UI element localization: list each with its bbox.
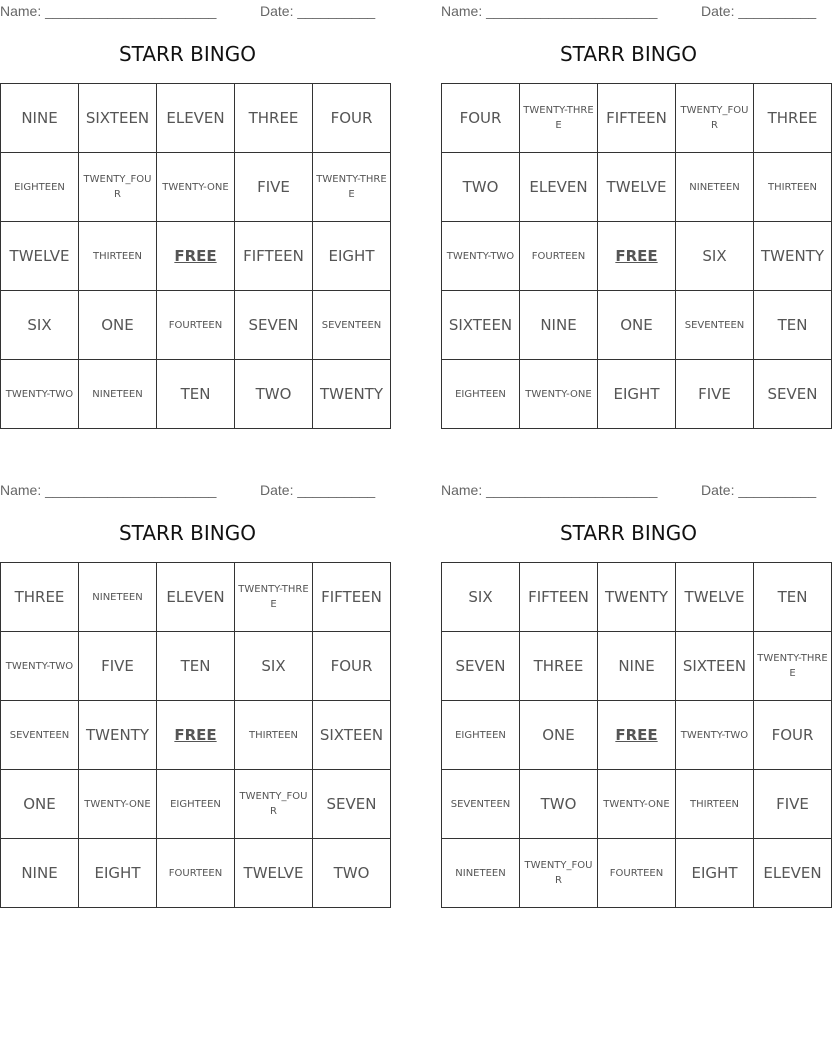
bingo-cell: ONE — [1, 770, 79, 839]
free-space: FREE — [157, 701, 235, 770]
bingo-cell: SIXTEEN — [313, 701, 391, 770]
bingo-cell: TWO — [313, 839, 391, 908]
bingo-cell: TWELVE — [1, 222, 79, 291]
bingo-cell: NINE — [1, 839, 79, 908]
card-header-fields — [441, 0, 816, 22]
bingo-cell: THREE — [520, 632, 598, 701]
bingo-cell: SEVEN — [313, 770, 391, 839]
bingo-row — [442, 291, 832, 360]
bingo-cell: FIVE — [676, 360, 754, 429]
bingo-grid — [0, 562, 391, 908]
bingo-grid — [441, 83, 832, 429]
bingo-cell: TWENTY — [754, 222, 832, 291]
bingo-cell: TWENTY_FOUR — [520, 839, 598, 908]
bingo-card — [0, 479, 384, 882]
bingo-cell: ONE — [520, 701, 598, 770]
bingo-cell: TEN — [754, 291, 832, 360]
bingo-cell: TWENTY-TWO — [442, 222, 520, 291]
bingo-row — [1, 291, 391, 360]
bingo-cell: ELEVEN — [754, 839, 832, 908]
bingo-cell: NINE — [520, 291, 598, 360]
bingo-cell: SEVENTEEN — [313, 291, 391, 360]
bingo-cell: EIGHT — [313, 222, 391, 291]
bingo-cell: TWENTY_FOUR — [79, 153, 157, 222]
bingo-row — [442, 222, 832, 291]
bingo-card — [441, 479, 828, 886]
bingo-cell: TWELVE — [235, 839, 313, 908]
bingo-cell: SIXTEEN — [79, 84, 157, 153]
bingo-cell: SIX — [676, 222, 754, 291]
bingo-cell: TWELVE — [676, 563, 754, 632]
bingo-cell: THREE — [1, 563, 79, 632]
bingo-cell: FOUR — [313, 632, 391, 701]
free-space: FREE — [598, 222, 676, 291]
bingo-cell: NINE — [1, 84, 79, 153]
bingo-cell: SEVEN — [754, 360, 832, 429]
bingo-cell: FIVE — [79, 632, 157, 701]
bingo-cell: EIGHT — [79, 839, 157, 908]
bingo-row — [1, 770, 391, 839]
bingo-cell: TWO — [442, 153, 520, 222]
bingo-cell: NINETEEN — [676, 153, 754, 222]
bingo-cell: SIXTEEN — [442, 291, 520, 360]
card-header-fields — [441, 479, 816, 501]
card-title: STARR BINGO — [118, 42, 256, 66]
bingo-cell: TWENTY-TWO — [1, 360, 79, 429]
bingo-cell: TEN — [157, 632, 235, 701]
bingo-cell: TWENTY-ONE — [520, 360, 598, 429]
bingo-row — [442, 839, 832, 908]
bingo-cell: TWENTY-ONE — [157, 153, 235, 222]
bingo-cell: SIX — [442, 563, 520, 632]
bingo-cell: FOURTEEN — [598, 839, 676, 908]
bingo-cell: FIFTEEN — [235, 222, 313, 291]
bingo-row — [1, 839, 391, 908]
bingo-cell: TWENTY_FOUR — [235, 770, 313, 839]
bingo-cell: ELEVEN — [157, 84, 235, 153]
bingo-cell: FOUR — [754, 701, 832, 770]
bingo-cell: EIGHT — [676, 839, 754, 908]
bingo-row — [1, 632, 391, 701]
bingo-cell: ELEVEN — [157, 563, 235, 632]
bingo-cell: SEVEN — [235, 291, 313, 360]
bingo-row — [442, 360, 832, 429]
bingo-row — [1, 84, 391, 153]
bingo-cell: TWO — [520, 770, 598, 839]
bingo-cell: TWENTY_FOUR — [676, 84, 754, 153]
bingo-cell: TWENTY — [79, 701, 157, 770]
bingo-cell: SEVENTEEN — [676, 291, 754, 360]
bingo-cell: TWENTY-THREE — [520, 84, 598, 153]
bingo-cell: NINETEEN — [79, 563, 157, 632]
bingo-cell: FIFTEEN — [598, 84, 676, 153]
bingo-cell: TEN — [754, 563, 832, 632]
bingo-row — [442, 153, 832, 222]
name-field: Name: ______________________ — [441, 3, 658, 19]
bingo-cell: NINETEEN — [79, 360, 157, 429]
bingo-cell: TWENTY-TWO — [676, 701, 754, 770]
bingo-cell: THIRTEEN — [235, 701, 313, 770]
date-field: Date: __________ — [260, 482, 376, 498]
free-space: FREE — [598, 701, 676, 770]
bingo-card — [441, 0, 825, 403]
bingo-cell: FOUR — [313, 84, 391, 153]
bingo-cell: ONE — [598, 291, 676, 360]
bingo-row — [1, 360, 391, 429]
bingo-cell: EIGHTEEN — [1, 153, 79, 222]
bingo-row — [442, 770, 832, 839]
bingo-cell: TWENTY-TWO — [1, 632, 79, 701]
bingo-cell: THREE — [754, 84, 832, 153]
bingo-cell: EIGHT — [598, 360, 676, 429]
bingo-cell: EIGHTEEN — [157, 770, 235, 839]
bingo-cell: TWENTY-ONE — [598, 770, 676, 839]
bingo-cell: TWENTY — [598, 563, 676, 632]
name-field: Name: ______________________ — [0, 3, 217, 19]
bingo-cell: FOURTEEN — [157, 291, 235, 360]
bingo-grid — [441, 562, 832, 908]
bingo-cell: NINE — [598, 632, 676, 701]
bingo-cell: FOUR — [442, 84, 520, 153]
bingo-cell: TWENTY-THREE — [235, 563, 313, 632]
bingo-row — [1, 222, 391, 291]
bingo-cell: SIX — [235, 632, 313, 701]
date-field: Date: __________ — [260, 3, 376, 19]
name-field: Name: ______________________ — [441, 482, 658, 498]
bingo-cell: TWELVE — [598, 153, 676, 222]
bingo-row — [1, 153, 391, 222]
bingo-row — [442, 84, 832, 153]
bingo-cell: FIFTEEN — [520, 563, 598, 632]
bingo-cell: THIRTEEN — [754, 153, 832, 222]
bingo-row — [1, 701, 391, 770]
bingo-cell: ONE — [79, 291, 157, 360]
bingo-cell: EIGHTEEN — [442, 701, 520, 770]
bingo-cell: FOURTEEN — [520, 222, 598, 291]
card-header-fields — [0, 0, 375, 22]
bingo-grid — [0, 83, 391, 429]
bingo-cell: FIVE — [235, 153, 313, 222]
date-field: Date: __________ — [701, 3, 817, 19]
bingo-cell: TWENTY-THREE — [313, 153, 391, 222]
bingo-cell: NINETEEN — [442, 839, 520, 908]
bingo-cell: SEVEN — [442, 632, 520, 701]
bingo-cell: TWENTY-ONE — [79, 770, 157, 839]
bingo-cell: TWO — [235, 360, 313, 429]
free-space: FREE — [157, 222, 235, 291]
card-title: STARR BINGO — [559, 521, 697, 545]
bingo-cell: SIX — [1, 291, 79, 360]
bingo-cell: THIRTEEN — [79, 222, 157, 291]
bingo-row — [442, 563, 832, 632]
bingo-cell: TWENTY — [313, 360, 391, 429]
bingo-cell: THREE — [235, 84, 313, 153]
bingo-cell: FIVE — [754, 770, 832, 839]
bingo-cell: ELEVEN — [520, 153, 598, 222]
bingo-cell: EIGHTEEN — [442, 360, 520, 429]
bingo-cell: THIRTEEN — [676, 770, 754, 839]
bingo-row — [1, 563, 391, 632]
bingo-cell: FIFTEEN — [313, 563, 391, 632]
bingo-row — [442, 632, 832, 701]
card-title: STARR BINGO — [118, 521, 256, 545]
bingo-cell: FOURTEEN — [157, 839, 235, 908]
bingo-card — [0, 0, 387, 403]
date-field: Date: __________ — [701, 482, 817, 498]
card-header-fields — [0, 479, 375, 501]
bingo-row — [442, 701, 832, 770]
name-field: Name: ______________________ — [0, 482, 217, 498]
bingo-cell: SEVENTEEN — [442, 770, 520, 839]
bingo-cell: SEVENTEEN — [1, 701, 79, 770]
bingo-cell: TWENTY-THREE — [754, 632, 832, 701]
bingo-cell: SIXTEEN — [676, 632, 754, 701]
card-title: STARR BINGO — [559, 42, 697, 66]
bingo-cell: TEN — [157, 360, 235, 429]
